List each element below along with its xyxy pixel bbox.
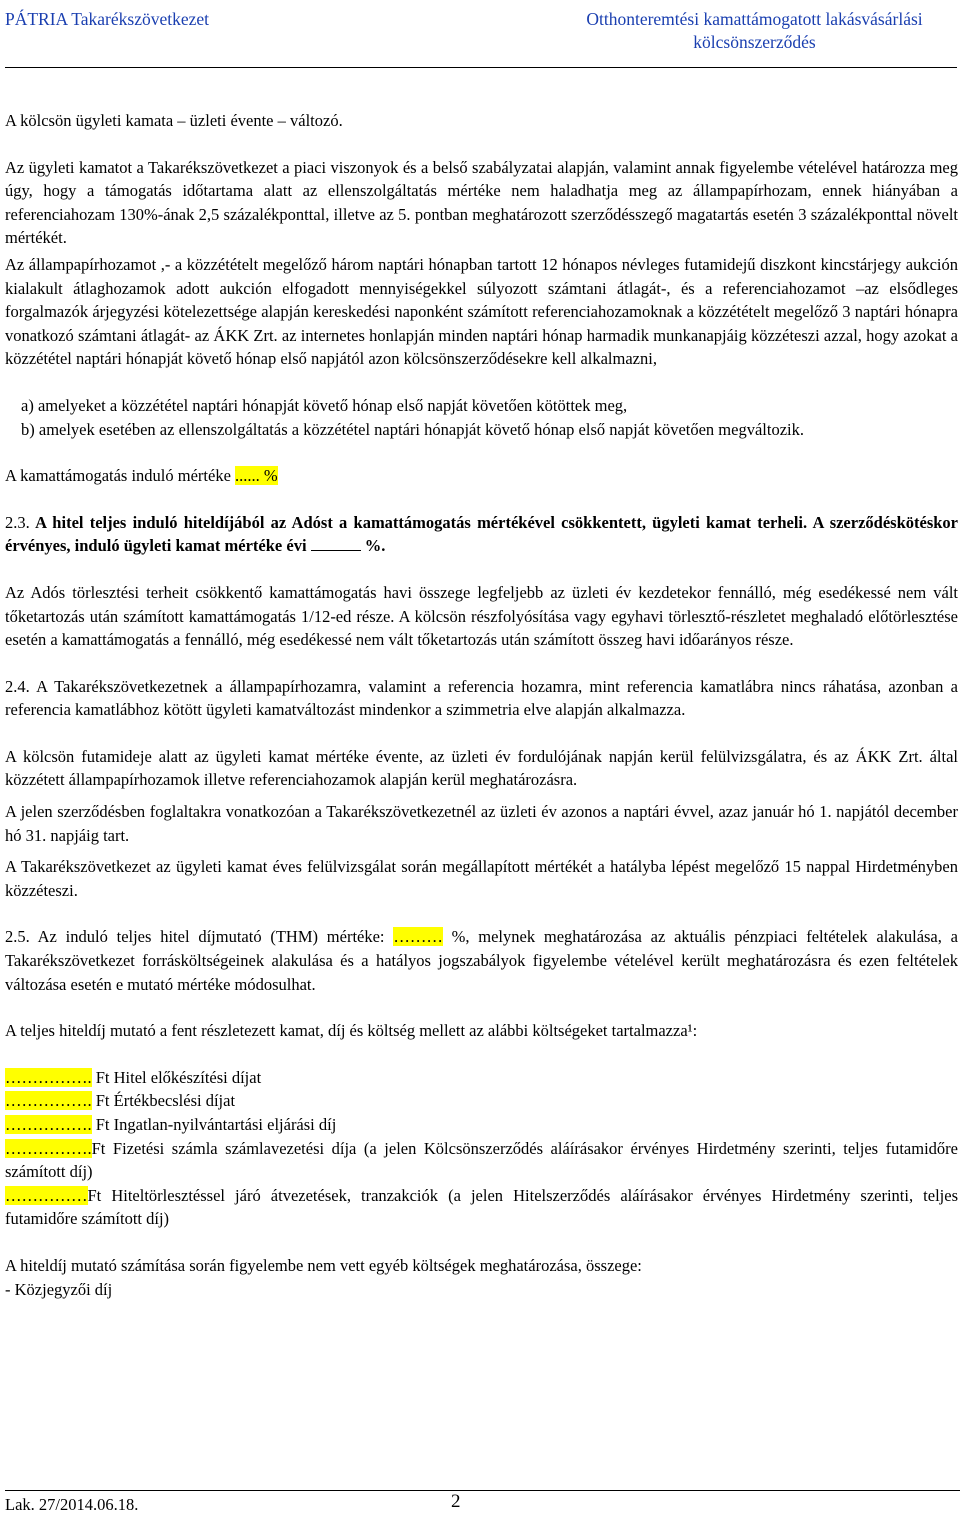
footer-reference: Lak. 27/2014.06.18.	[5, 1495, 139, 1514]
paragraph-announcement: A Takarékszövetkezet az ügyleti kamat éves felülvizsgálat során megállapított mértékét a hatályba lépést megelőző 15 nappal Hirdetményben közzéteszi.	[5, 857, 958, 900]
thm-label: 2.5. Az induló teljes hitel díjmutató (THM) mértéke:	[5, 927, 394, 947]
percent-sign: %.	[364, 536, 386, 556]
document-body	[5, 109, 958, 1301]
cost-list	[5, 1066, 958, 1231]
header-institution: PÁTRIA Takarékszövetkezet	[5, 9, 210, 29]
subsidy-rate-blank: ...... %	[235, 466, 278, 486]
cost-blank: …………….	[5, 1091, 92, 1111]
paragraph-annual-review: A kölcsön futamideje alatt az ügyleti kamat mértéke évente, az üzleti év fordulójának napján kerül felülvizsgálatra, és az ÁKK Zrt. által közzétett állampapírhozamok illetve referenciahozamok alapján kerül meghatározásra.	[5, 746, 958, 790]
cost-label: Ft Hiteltörlesztéssel járó átvezetések, tranzakciók (a jelen Hitelszerződés aláírásakor érvényes Hirdetmény szerinti, teljes futamidőre számított díj)	[5, 1185, 958, 1229]
cost-label: Ft Értékbecslési díjat	[91, 1091, 236, 1111]
cost-blank: ……………	[5, 1185, 88, 1205]
header-title-line1: Otthonteremtési kamattámogatott lakásvásárlási	[586, 9, 923, 29]
cost-item	[5, 1184, 958, 1231]
cost-item	[5, 1137, 958, 1184]
section-number-2-3: 2.3.	[5, 512, 30, 532]
thm-text: %, melynek meghatározása az aktuális pénzpiaci feltételek alakulása, a Takarékszövetkezet forrásköltségeinek alakulása és a hatályos jogszabályok figyelembe vételével került meghatározásra és ezen feltételek változása esetén e mutató mértéke módosulhat.	[5, 927, 958, 994]
header-title-line2: kölcsönszerződés	[693, 32, 816, 52]
cost-blank: …………….	[5, 1138, 92, 1158]
cost-blank: …………….	[5, 1067, 92, 1087]
paragraph-2-4: 2.4. A Takarékszövetkezetnek a állampapírhozamra, valamint a referencia hozamra, mint referencia kamatlábra nincs ráhatása, azonban a referencia kamatlábhoz kötött ügyleti kamatváltozást mindenkor a szimmetria elve alapján alkalmazza.	[5, 676, 958, 720]
excluded-cost-item: - Közjegyzői díj	[5, 1279, 113, 1299]
footer-rule	[5, 1490, 960, 1491]
interest-rate-blank	[311, 534, 361, 551]
cost-label: Ft Fizetési számla számlavezetési díja (a jelen Kölcsönszerződés aláírásakor érvényes Hirdetmény szerinti, teljes futamidőre számított díj)	[5, 1138, 958, 1182]
list-item-a: a) amelyeket a közzététel naptári hónapját követő hónap első napját követően kötöttek meg,	[21, 395, 628, 415]
page-number: 2	[451, 1491, 461, 1512]
cost-label: Ft Hitel előkészítési díjat	[91, 1067, 262, 1087]
paragraph-2-5-thm	[5, 925, 958, 996]
header-rule	[5, 67, 957, 68]
page-header	[5, 5, 957, 71]
paragraph-excluded-costs: A hiteldíj mutató számítása során figyelembe nem vett egyéb költségek meghatározása, összege:	[5, 1255, 642, 1275]
section-2-3-text: A hitel teljes induló hiteldíjából az Adóst a kamattámogatás mértékével csökkentett, ügyleti kamat terheli. A szerződéskötéskor érvényes, induló ügyleti kamat mértéke évi	[5, 512, 958, 556]
paragraph-2-3	[5, 511, 958, 558]
paragraph-government-yield: Az állampapírhozamot ,- a közzétételt megelőző három naptári hónapban tartott 12 hónapos névleges futamidejű diszkont kincstárjegy aukción kialakult átlaghozamok adott aukción elfogadott mennyiségekkel súlyozott számtani átlagát-, és a referenciahozamot –az elsődleges forgalmazók árjegyzési kötelezettsége alapján kereskedési naponként számított referenciahozamoknak a közzétételt megelőző 3 naptári hónapra vonatkozó számtani átlagát- az ÁKK Zrt. az internetes honlapján minden naptári hónap harmadik munkanapjáig közzéteszi azzal, hogy azokat a közzététel naptári hónapját követő hónap első napjától azon kölcsönszerződésekre kell alkalmazni,	[5, 254, 958, 369]
header-contract-title	[552, 8, 957, 54]
paragraph-thm-costs: A teljes hiteldíj mutató a fent részletezett kamat, díj és költség mellett az alábbi költségeket tartalmazza¹:	[5, 1021, 698, 1041]
cost-item	[5, 1089, 958, 1113]
subsidy-rate-label: A kamattámogatás induló mértéke	[5, 466, 236, 486]
page-footer	[5, 1491, 960, 1514]
paragraph-business-year: A jelen szerződésben foglaltakra vonatkozóan a Takarékszövetkezetnél az üzleti év azonos a naptári évvel, azaz január hó 1. napjától december hó 31. napjáig tart.	[5, 802, 958, 845]
paragraph-rate-determination: Az ügyleti kamatot a Takarékszövetkezet a piaci viszonyok és a belső szabályzatai alapján, valamint annak figyelembe vételével határozza meg úgy, hogy a támogatás időtartama alatt az ellenszolgáltatás mértéke nem haladhatja meg az állampapírhozam, ennek hiányában a referenciahozam 130%-ának 2,5 százalékponttal, illetve az 5. pontban meghatározott szerződésszegő magatartás esetén 3 százalékponttal növelt mértékét.	[5, 157, 958, 248]
paragraph-rate-variable: A kölcsön ügyleti kamata – üzleti évente – változó.	[5, 111, 343, 130]
cost-item	[5, 1113, 958, 1137]
paragraph-subsidy-rate	[5, 464, 958, 488]
cost-label: Ft Ingatlan-nyilvántartási eljárási díj	[91, 1115, 337, 1134]
cost-blank: …………….	[5, 1115, 92, 1134]
cost-item	[5, 1066, 958, 1090]
thm-blank: ………	[393, 927, 443, 947]
list-item-b: b) amelyek esetében az ellenszolgáltatás a közzététel naptári hónapját követő hónap első napját követően megváltozik.	[21, 419, 804, 439]
paragraph-monthly-subsidy: Az Adós törlesztési terheit csökkentő kamattámogatás havi összege legfeljebb az üzleti év kezdetekor fennálló, még esedékessé nem vált tőketartozás után számított kamattámogatás 1/12-ed része. A kölcsön részfolyósítása vagy egyhavi törlesztő-részletet meghaladó előtörlesztése esetén a kamattámogatás a fennálló, még esedékessé nem vált tőketartozás után számított összeg havi időarányos része.	[5, 582, 958, 650]
